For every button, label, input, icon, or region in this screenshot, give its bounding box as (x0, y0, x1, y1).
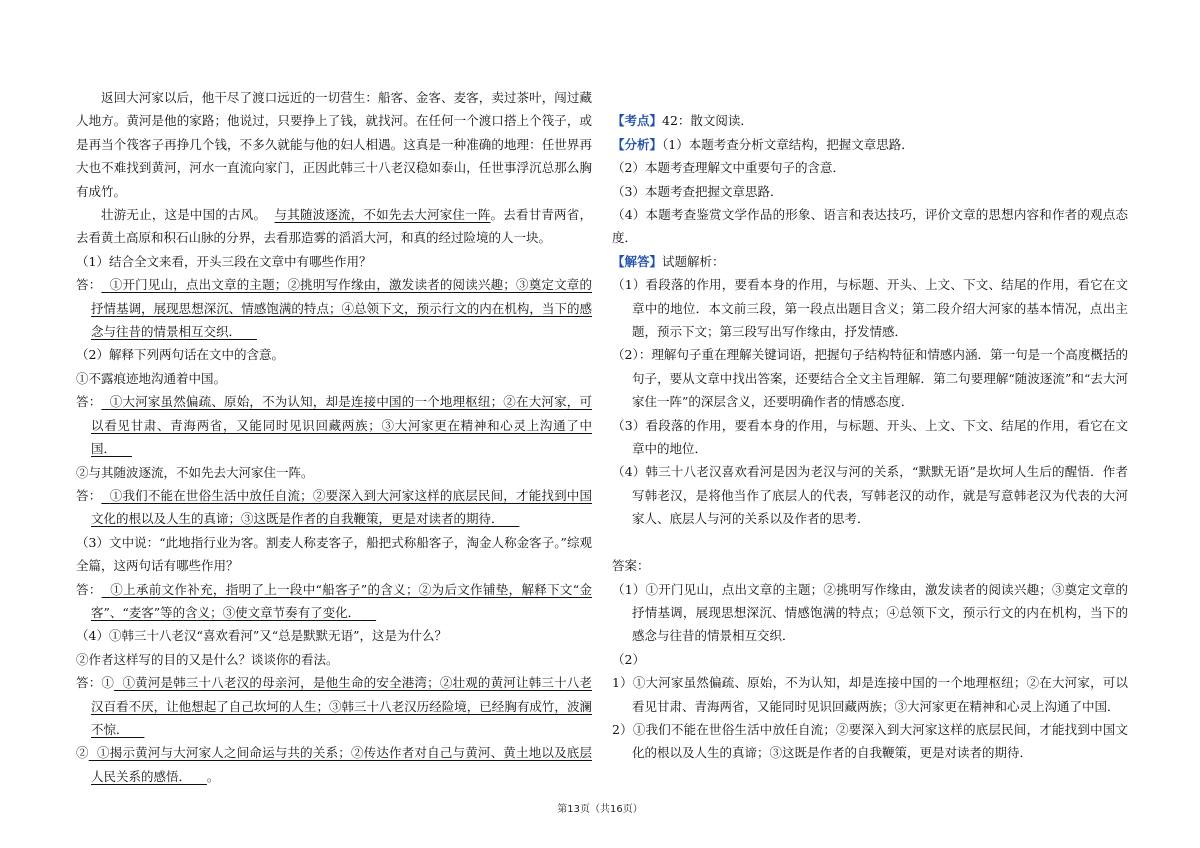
answer-prefix: 答： (76, 394, 102, 410)
left-column (76, 86, 592, 788)
answer-prefix: 答： (76, 277, 102, 293)
answer-3 (76, 578, 592, 625)
fenxi-line (612, 133, 1128, 156)
answer-4-2 (76, 741, 592, 788)
final-answer-2: （2） (612, 651, 645, 667)
answer-content: ①我们不能在世俗生活中放任自流；②要深入到大河家这样的底层民间，才能找到中国文化的根以及人生的真谛；③这既是作者的自我鞭策，更是对读者的期待． (91, 487, 592, 527)
answer-label: 答案： (612, 558, 650, 574)
final-answer-2-2: 2）①我们不能在世俗生活中放任自流；②要深入到大河家这样的底层民间，才能找到中国文化的根以及人生的真谛；③这既是作者的自我鞭策，更是对读者的期待． (612, 721, 1128, 761)
passage-text: 。去看甘青两省，去看黄土高原和积石山脉的分界，去看那造雾的滔滔大河，和真的经过险境的人一块。 (76, 207, 592, 246)
spacer (612, 531, 1128, 554)
answer-2-1 (76, 390, 592, 460)
question-4-part-2: ②作者这样写的目的又是什么？谈谈你的看法。 (76, 651, 339, 667)
answer-text (91, 277, 592, 339)
question-3: （3）文中说：“此地指行业为客。割麦人称麦客子，船把式称船客子，淘金人称金客子。”综观全篇，这两句话有哪些作用？ (76, 534, 592, 574)
answer-content: ①大河家虽然偏疏、原始，不为认知，却是连接中国的一个地理枢纽；②在大河家，可以看见甘肃、青海两省，又能同时见识回藏两族；③大河家更在精神和心灵上沟通了中国． (91, 394, 592, 457)
fenxi-line: （2）本题考查理解文中重要句子的含意． (612, 160, 845, 176)
kaodian-line (612, 109, 1128, 132)
underlined-sentence: 与其随波逐流，不如先去大河家住一阵 (274, 207, 491, 223)
fenxi-text: （1）本题考查分析文章结构，把握文章思路． (662, 136, 914, 152)
fenxi-tag: 【分析】 (612, 136, 663, 152)
answer-text (91, 675, 592, 737)
final-answer-2-1: 1）①大河家虽然偏疏、原始，不为认知，却是连接中国的一个地理枢纽；②在大河家，可以看见甘肃、青海两省，又能同时见识回藏两族；③大河家更在精神和心灵上沟通了中国． (612, 675, 1128, 714)
answer-content: ①开门见山，点出文章的主题；②挑明写作缘由，激发读者的阅读兴趣；③奠定文章的抒情基调，展现思想深沉、情感饱满的特点；④总领下文，预示行文的内在机构，当下的感念与往昔的情景相互交织． (91, 277, 592, 340)
answer-1 (76, 273, 592, 343)
answer-4-1 (76, 671, 592, 741)
answer-prefix: 答： (76, 581, 102, 597)
answer-prefix: 答： (76, 487, 102, 503)
final-answer-1: （1）①开门见山，点出文章的主题；②挑明写作缘由，激发读者的阅读兴趣；③奠定文章的抒情基调，展现思想深沉、情感饱满的特点；④总领下文，预示行文的内在机构，当下的感念与往昔的情景相互交织． (612, 581, 1128, 644)
right-column (612, 86, 1128, 765)
explanation-2: （2）：理解句子重在理解关键词语，把握句子结构特征和情感内涵．第一句是一个高度概括的句子，要从文章中找出答案，还要结合全文主旨理解．第二句要理解“随波逐流”和“去大河家住一阵”的深层含义，还要明确作者的情感态度． (612, 347, 1128, 410)
answer-2-2 (76, 484, 592, 531)
question-2-sentence-1: ①不露痕迹地沟通着中国。 (76, 370, 227, 386)
explanation-1: （1）看段落的作用，要看本身的作用，与标题、开头、上文、下文、结尾的作用，看它在文章中的地位．本文前三段，第一段点出题目含义；第二段介绍大河家的基本情况，点出主题，预示下文；第三段写出写作缘由，抒发情感． (612, 277, 1128, 340)
jieda-text: 试题解析： (662, 253, 725, 269)
answer-text (91, 582, 592, 620)
fenxi-line: （4）本题考查鉴赏文学作品的形象、语言和表达技巧，评价文章的思想内容和作者的观点态度． (612, 207, 1128, 246)
passage-paragraph: 返回大河家以后，他干尽了渡口远近的一切营生：船客、金客、麦客，卖过茶叶，闯过藏人地方。黄河是他的家路；他说过，只要挣上了钱，就找河。在任何一个渡口搭上个筏子，或是再当个筏客子再挣几个钱，不多久就能与他的妇人相遇。这真是一种准确的地理：任世界再大也不难找到黄河，河水一直流向家门，正因此韩三十八老汉稳如泰山，任世事浮沉总那么胸有成竹。 (76, 90, 592, 199)
answer-content: ①揭示黄河与大河家人之间命运与共的关系；②传达作者对自己与黄河、黄土地以及底层人民关系的感悟． (91, 745, 592, 784)
spacer (612, 86, 1128, 109)
answer-content: ①黄河是韩三十八老汉的母亲河，是他生命的安全港湾；②壮观的黄河让韩三十八老汉百看不厌，让他想起了自己坎坷的人生；③韩三十八老汉历经险境，已经胸有成竹，波澜不惊． (91, 675, 592, 737)
kaodian-text: 42：散文阅读． (662, 113, 753, 129)
question-4: （4）①韩三十八老汉“喜欢看河”又“总是默默无语”，这是为什么？ (76, 628, 448, 644)
jieda-line (612, 250, 1128, 273)
fenxi-line: （3）本题考查把握文章思路． (612, 183, 783, 199)
answer-text (89, 745, 592, 783)
passage-paragraph (76, 203, 592, 250)
answer-suffix: 。 (206, 768, 220, 784)
explanation-3: （3）看段落的作用，要看本身的作用，与标题、开头、上文、下文、结尾的作用，看它在文章中的地位． (612, 417, 1128, 457)
question-2: （2）解释下列两句话在文中的含意。 (76, 347, 284, 363)
answer-text (91, 488, 592, 526)
explanation-4: （4）韩三十八老汉喜欢看河是因为老汉与河的关系，“默默无语”是坎坷人生后的醒悟．作者写韩老汉，是将他当作了底层人的代表，写韩老汉的动作，就是写意韩老汉为代表的大河家人、底层人与河的关系以及作者的思考． (612, 464, 1128, 527)
question-2-sentence-2: ②与其随波逐流，不如先去大河家住一阵。 (76, 464, 314, 480)
answer-prefix: ② (76, 745, 89, 761)
passage-text: 壮游无止，这是中国的古风。 (101, 207, 267, 223)
answer-content: ①上承前文作补充，指明了上一段中“船客子”的含义；②为后文作铺垫，解释下文“金客”、“麦客”等的含义；③使文章节奏有了变化． (91, 581, 592, 620)
page-number: 第13页（共16页） (557, 804, 643, 815)
answer-prefix: 答：① (76, 675, 115, 691)
kaodian-tag: 【考点】 (612, 113, 663, 129)
jieda-tag: 【解答】 (612, 253, 663, 269)
question-1: （1）结合全文来看，开头三段在文章中有哪些作用？ (76, 253, 372, 269)
answer-text (91, 394, 592, 456)
